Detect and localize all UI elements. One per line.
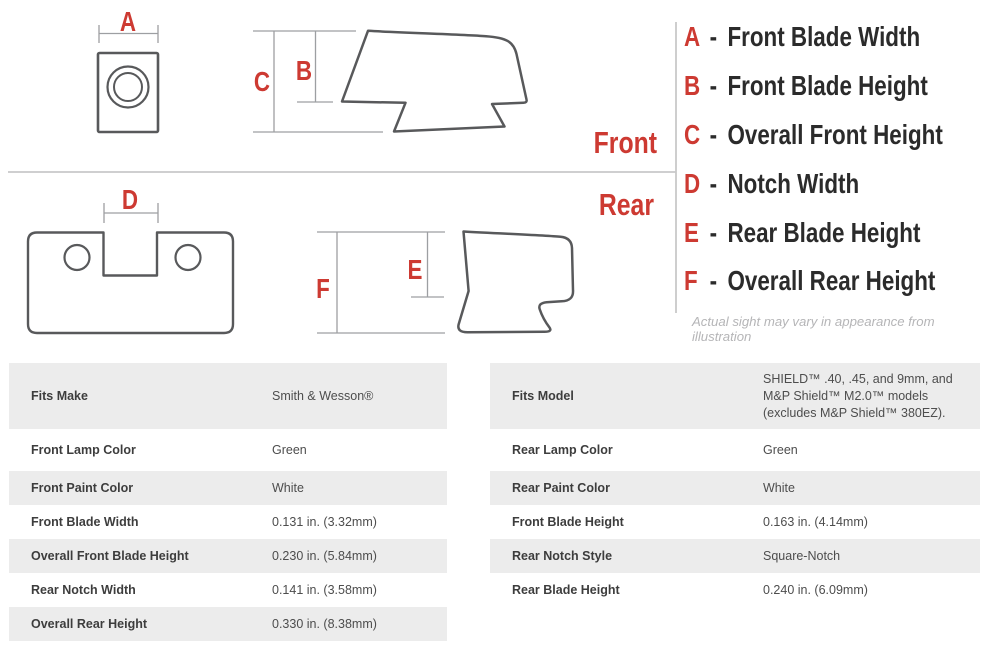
spec-row bbox=[9, 539, 447, 573]
spec-row bbox=[9, 363, 447, 429]
spec-row bbox=[490, 471, 980, 505]
legend-dash: - bbox=[709, 21, 718, 53]
spec-label: Overall Rear Height bbox=[31, 617, 148, 631]
spec-row bbox=[490, 429, 980, 471]
spec-value: 0.163 in. (4.14mm) bbox=[763, 514, 868, 529]
spec-label: Rear Blade Height bbox=[512, 583, 620, 597]
spec-value: 0.230 in. (5.84mm) bbox=[272, 548, 377, 563]
section-divider-lines bbox=[8, 22, 676, 313]
spec-value: Smith & Wesson® bbox=[272, 388, 374, 403]
front-sight-rear-view bbox=[98, 53, 158, 132]
spec-label: Rear Lamp Color bbox=[512, 443, 613, 457]
spec-value: 0.330 in. (8.38mm) bbox=[272, 616, 377, 631]
rear-view-label: Rear bbox=[598, 187, 654, 222]
diagram-disclaimer-note: Actual sight may vary in appearance from illustration bbox=[692, 314, 935, 344]
dim-marker-b: B bbox=[295, 55, 313, 86]
dim-marker-a: A bbox=[119, 6, 137, 37]
legend-item bbox=[684, 62, 996, 111]
spec-label: Fits Make bbox=[31, 389, 88, 403]
spec-value: Green bbox=[763, 442, 798, 457]
spec-row bbox=[9, 573, 447, 607]
spec-value: 0.131 in. (3.32mm) bbox=[272, 514, 377, 529]
legend-dash: - bbox=[709, 118, 718, 150]
spec-table-right bbox=[490, 363, 980, 607]
legend-text: Front Blade Width bbox=[727, 21, 921, 53]
spec-label: Overall Front Blade Height bbox=[31, 549, 189, 563]
legend-item bbox=[684, 159, 996, 208]
legend-dash: - bbox=[709, 216, 718, 248]
legend-letter: C bbox=[684, 118, 701, 150]
legend-item bbox=[684, 111, 996, 160]
spec-row bbox=[9, 429, 447, 471]
spec-value: White bbox=[763, 480, 795, 495]
spec-label: Rear Paint Color bbox=[512, 481, 610, 495]
spec-label: Fits Model bbox=[512, 389, 574, 403]
spec-row bbox=[490, 539, 980, 573]
spec-label: Rear Notch Width bbox=[31, 583, 136, 597]
legend-text: Rear Blade Height bbox=[727, 216, 921, 248]
dim-marker-d: D bbox=[121, 184, 139, 215]
legend-text: Front Blade Height bbox=[727, 70, 928, 102]
spec-value: Green bbox=[272, 442, 307, 457]
rear-sight-side-view bbox=[458, 232, 573, 333]
front-sight-side-view bbox=[342, 31, 527, 132]
spec-label: Front Blade Height bbox=[512, 515, 624, 529]
legend-text: Overall Rear Height bbox=[727, 265, 936, 297]
legend-letter: E bbox=[684, 216, 699, 248]
spec-row bbox=[490, 505, 980, 539]
legend-letter: A bbox=[684, 21, 701, 53]
legend-dash: - bbox=[709, 167, 718, 199]
spec-row bbox=[9, 505, 447, 539]
spec-label: Front Paint Color bbox=[31, 481, 134, 495]
legend-text: Overall Front Height bbox=[727, 118, 943, 150]
dim-marker-f: F bbox=[316, 273, 330, 304]
legend-letter: F bbox=[684, 265, 698, 297]
legend-item bbox=[684, 13, 996, 62]
spec-row bbox=[490, 363, 980, 429]
spec-value: 0.141 in. (3.58mm) bbox=[272, 582, 377, 597]
legend-item bbox=[684, 257, 996, 306]
spec-row bbox=[9, 607, 447, 641]
dim-marker-e: E bbox=[407, 254, 423, 285]
legend-letter: B bbox=[684, 70, 701, 102]
spec-label: Front Blade Width bbox=[31, 515, 139, 529]
spec-label: Front Lamp Color bbox=[31, 443, 136, 457]
front-view-label: Front bbox=[593, 125, 657, 160]
spec-value: SHIELD™ .40, .45, and 9mm, and M&P Shield™ M2.0™ models (excludes M&P Shield™ 380EZ). bbox=[763, 371, 953, 420]
spec-value: 0.240 in. (6.09mm) bbox=[763, 582, 868, 597]
spec-table-left bbox=[9, 363, 447, 641]
spec-label: Rear Notch Style bbox=[512, 549, 613, 563]
dim-marker-c: C bbox=[253, 66, 271, 97]
spec-value: White bbox=[272, 480, 304, 495]
spec-value: Square-Notch bbox=[763, 548, 841, 563]
dimension-legend bbox=[684, 13, 996, 306]
spec-row bbox=[9, 471, 447, 505]
legend-letter: D bbox=[684, 167, 701, 199]
spec-row bbox=[490, 573, 980, 607]
legend-dash: - bbox=[709, 70, 718, 102]
legend-item bbox=[684, 208, 996, 257]
legend-dash: - bbox=[709, 265, 718, 297]
rear-sight-rear-view bbox=[28, 233, 233, 334]
legend-text: Notch Width bbox=[727, 167, 860, 199]
